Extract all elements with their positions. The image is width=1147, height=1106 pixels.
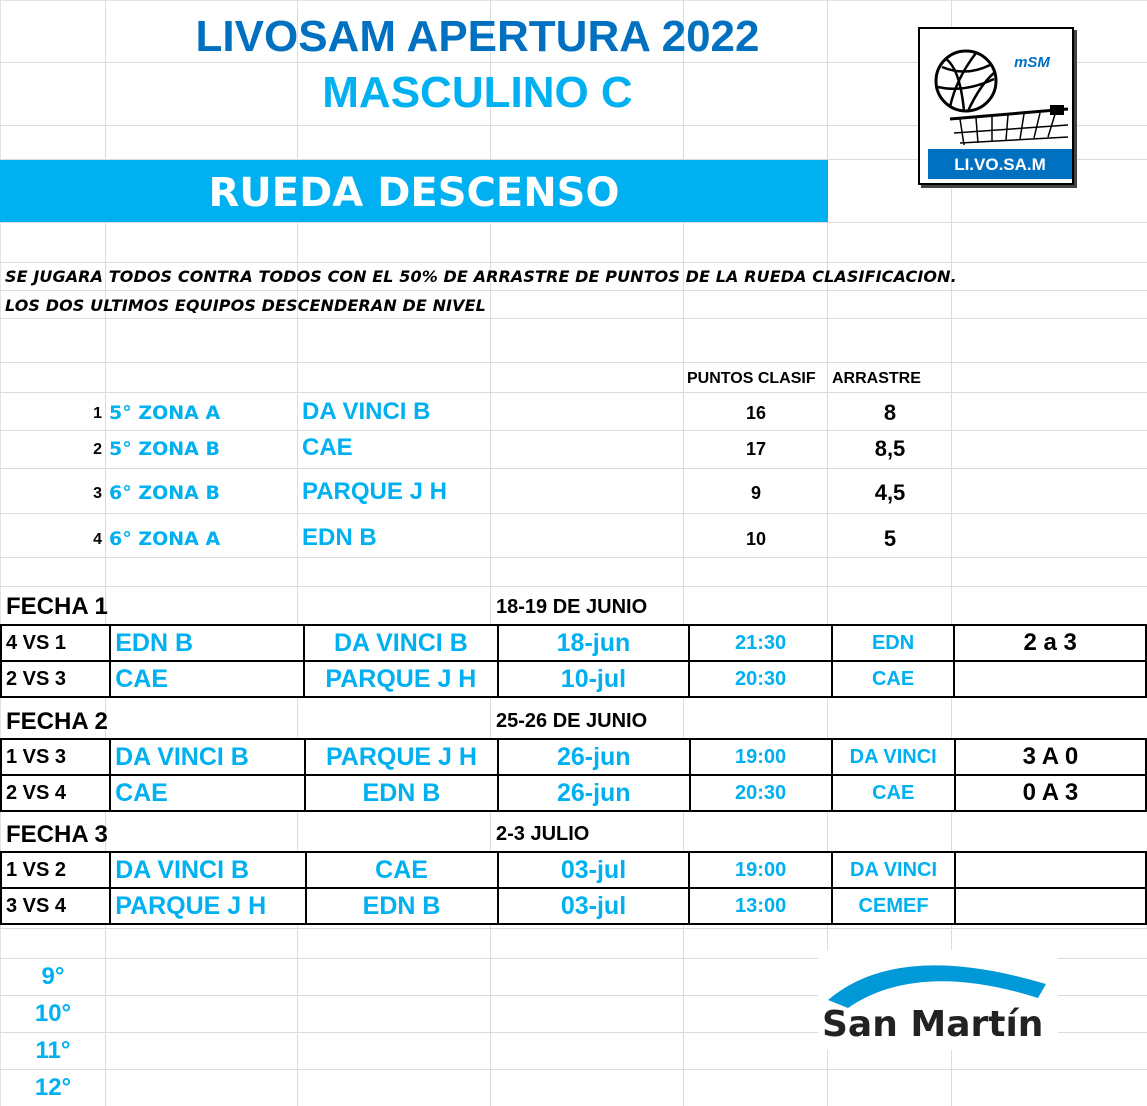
standing-team: CAE: [302, 434, 353, 461]
away-team: EDN B: [305, 775, 498, 811]
round-label: FECHA 2: [6, 708, 108, 735]
san-martin-logo: [818, 950, 1058, 1050]
match-time: 19:00: [690, 739, 832, 775]
standing-points: 9: [750, 483, 761, 503]
rule-note-2: LOS DOS ULTIMOS EQUIPOS DESCENDERAN DE NIVEL: [5, 296, 486, 315]
svg-text:mSM: mSM: [1014, 54, 1050, 71]
standing-points: 17: [745, 439, 767, 459]
points-header: PUNTOS CLASIF: [687, 370, 816, 387]
standing-points: 10: [745, 529, 767, 549]
standing-zone: 6° ZONA B: [109, 482, 220, 504]
round-label: FECHA 1: [6, 593, 108, 620]
rule-note-1: SE JUGARA TODOS CONTRA TODOS CON EL 50% DE ARRASTRE DE PUNTOS DE LA RUEDA CLASIFICACION.: [5, 267, 957, 286]
match-pair: 3 VS 4: [1, 888, 110, 924]
standing-points: 16: [745, 403, 767, 423]
match-result: 3 A 0: [955, 739, 1146, 775]
volleyball-net-icon: [920, 29, 1072, 183]
table-row: [1, 739, 1146, 775]
match-result: [955, 852, 1146, 888]
away-team: EDN B: [306, 888, 498, 924]
table-row: [1, 888, 1146, 924]
standing-carry: 8,5: [874, 436, 906, 461]
match-pair: 2 VS 3: [1, 661, 110, 697]
match-date: 26-jun: [498, 739, 690, 775]
fixture-table-2: [0, 738, 1147, 812]
match-time: 19:00: [689, 852, 831, 888]
match-result: 0 A 3: [955, 775, 1146, 811]
table-row: [1, 625, 1146, 661]
final-position: 12°: [34, 1074, 72, 1101]
livosam-logo: [918, 27, 1074, 185]
final-position: 11°: [35, 1037, 71, 1064]
match-time: 21:30: [689, 625, 831, 661]
match-venue: CAE: [832, 775, 955, 811]
table-row: [1, 661, 1146, 697]
match-date: 26-jun: [498, 775, 690, 811]
page-title: LIVOSAM APERTURA 2022: [195, 12, 760, 61]
standing-team: DA VINCI B: [302, 398, 431, 425]
match-time: 20:30: [689, 661, 831, 697]
match-pair: 4 VS 1: [1, 625, 110, 661]
home-team: CAE: [110, 661, 304, 697]
round-dates: 18-19 DE JUNIO: [496, 596, 648, 618]
page-subtitle: MASCULINO C: [322, 68, 633, 117]
fixture-table-3: [0, 851, 1147, 925]
round-label: FECHA 3: [6, 821, 108, 848]
home-team: PARQUE J H: [110, 888, 305, 924]
fixture-table-1: [0, 624, 1147, 698]
match-result: 2 a 3: [954, 625, 1146, 661]
svg-text:LI.VO.SA.M: LI.VO.SA.M: [954, 155, 1046, 174]
standing-team: EDN B: [302, 524, 377, 551]
final-position: 9°: [41, 963, 65, 990]
table-row: [1, 852, 1146, 888]
match-date: 03-jul: [498, 888, 690, 924]
standing-team: PARQUE J H: [302, 478, 447, 505]
standing-carry: 5: [883, 526, 897, 551]
away-team: PARQUE J H: [305, 739, 498, 775]
standing-number: 3: [93, 485, 102, 502]
match-result: [955, 888, 1146, 924]
match-venue: CEMEF: [832, 888, 955, 924]
match-time: 13:00: [689, 888, 831, 924]
standing-zone: 5° ZONA A: [109, 402, 221, 424]
match-pair: 1 VS 3: [1, 739, 110, 775]
match-date: 10-jul: [498, 661, 690, 697]
san-martin-arc-icon: [818, 950, 1058, 1050]
section-banner: [0, 160, 828, 222]
home-team: DA VINCI B: [110, 739, 305, 775]
match-pair: 2 VS 4: [1, 775, 110, 811]
round-dates: 2-3 JULIO: [496, 823, 590, 845]
home-team: DA VINCI B: [110, 852, 305, 888]
away-team: CAE: [306, 852, 498, 888]
standing-carry: 4,5: [874, 480, 906, 505]
match-venue: DA VINCI: [832, 739, 955, 775]
match-result: [954, 661, 1146, 697]
match-date: 18-jun: [498, 625, 690, 661]
table-row: [1, 775, 1146, 811]
match-time: 20:30: [690, 775, 832, 811]
standing-number: 1: [93, 405, 102, 422]
match-venue: EDN: [832, 625, 955, 661]
standing-number: 2: [93, 441, 102, 458]
home-team: CAE: [110, 775, 305, 811]
carry-header: ARRASTRE: [832, 370, 921, 387]
standing-number: 4: [93, 531, 102, 548]
match-date: 03-jul: [498, 852, 690, 888]
final-position: 10°: [34, 1000, 72, 1027]
match-pair: 1 VS 2: [1, 852, 110, 888]
match-venue: DA VINCI: [832, 852, 955, 888]
standing-zone: 6° ZONA A: [109, 528, 221, 550]
section-banner-label: RUEDA DESCENSO: [208, 170, 620, 216]
match-venue: CAE: [832, 661, 955, 697]
home-team: EDN B: [110, 625, 304, 661]
away-team: PARQUE J H: [304, 661, 497, 697]
away-team: DA VINCI B: [304, 625, 497, 661]
standing-zone: 5° ZONA B: [109, 438, 220, 460]
svg-text:San Martín: San Martín: [822, 1004, 1044, 1045]
round-dates: 25-26 DE JUNIO: [496, 710, 648, 732]
standing-carry: 8: [883, 400, 897, 425]
